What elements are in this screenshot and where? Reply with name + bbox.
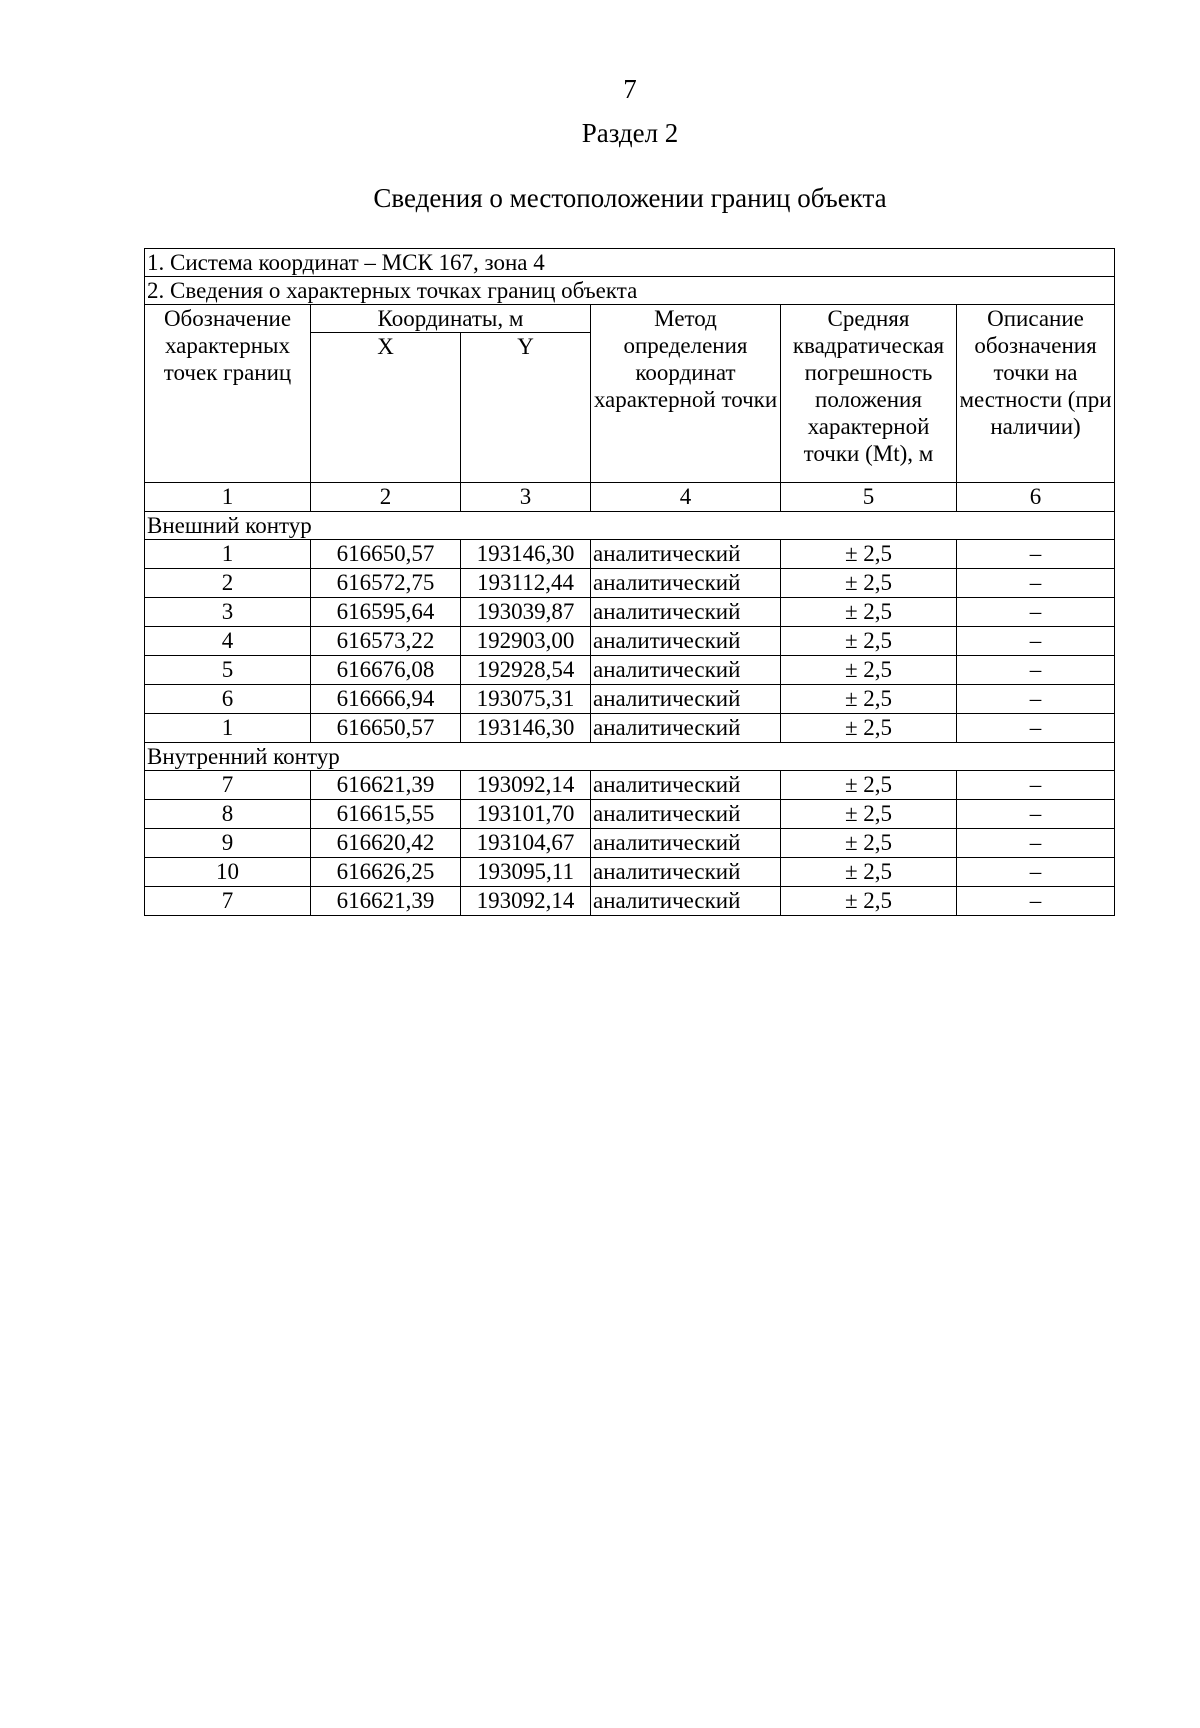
point-number: 4 xyxy=(145,627,311,656)
table-row xyxy=(145,829,1115,858)
error: ± 2,5 xyxy=(781,858,957,887)
point-number: 10 xyxy=(145,858,311,887)
inner-contour-label: Внутренний контур xyxy=(145,743,1115,771)
boundary-table xyxy=(144,248,1115,916)
table-row xyxy=(145,656,1115,685)
table-row xyxy=(145,540,1115,569)
point-number: 9 xyxy=(145,829,311,858)
points-info-row xyxy=(145,277,1115,305)
description: – xyxy=(957,656,1115,685)
coord-x: 616621,39 xyxy=(311,887,461,916)
col-number: 6 xyxy=(957,483,1115,512)
outer-contour-row xyxy=(145,512,1115,540)
coord-x: 616621,39 xyxy=(311,771,461,800)
method: аналитический xyxy=(591,540,781,569)
table-row xyxy=(145,714,1115,743)
section-title: Раздел 2 xyxy=(581,118,679,148)
description: – xyxy=(957,887,1115,916)
coord-x: 616650,57 xyxy=(311,714,461,743)
point-number: 6 xyxy=(145,685,311,714)
table-row xyxy=(145,858,1115,887)
point-number: 2 xyxy=(145,569,311,598)
col-number: 4 xyxy=(591,483,781,512)
header-designation: Обозначение характерных точек границ xyxy=(145,305,311,483)
header-method: Метод определения координат характерной точки xyxy=(591,305,781,483)
point-number: 1 xyxy=(145,714,311,743)
method: аналитический xyxy=(591,598,781,627)
error: ± 2,5 xyxy=(781,771,957,800)
header-row xyxy=(145,305,1115,333)
method: аналитический xyxy=(591,887,781,916)
method: аналитический xyxy=(591,858,781,887)
description: – xyxy=(957,598,1115,627)
coord-y: 193146,30 xyxy=(461,714,591,743)
header-description: Описание обозначения точки на местности (при наличии) xyxy=(957,305,1115,483)
col-number: 2 xyxy=(311,483,461,512)
coord-y: 193075,31 xyxy=(461,685,591,714)
error: ± 2,5 xyxy=(781,887,957,916)
table-row xyxy=(145,627,1115,656)
header-y: Y xyxy=(461,333,591,483)
page-number: 7 xyxy=(623,74,637,104)
description: – xyxy=(957,540,1115,569)
point-number: 5 xyxy=(145,656,311,685)
description: – xyxy=(957,627,1115,656)
point-number: 7 xyxy=(145,771,311,800)
coord-y: 192928,54 xyxy=(461,656,591,685)
coord-system-row xyxy=(145,249,1115,277)
table-row xyxy=(145,771,1115,800)
error: ± 2,5 xyxy=(781,569,957,598)
header-error: Средняя квадратическая погрешность положения характерной точки (Mt), м xyxy=(781,305,957,483)
coord-y: 193039,87 xyxy=(461,598,591,627)
error: ± 2,5 xyxy=(781,540,957,569)
method: аналитический xyxy=(591,800,781,829)
coord-y: 193112,44 xyxy=(461,569,591,598)
points-info-cell: 2. Сведения о характерных точках границ объекта xyxy=(145,277,1115,305)
table-row xyxy=(145,569,1115,598)
method: аналитический xyxy=(591,829,781,858)
error: ± 2,5 xyxy=(781,598,957,627)
point-number: 1 xyxy=(145,540,311,569)
error: ± 2,5 xyxy=(781,829,957,858)
description: – xyxy=(957,569,1115,598)
coord-y: 193092,14 xyxy=(461,771,591,800)
coord-system-cell: 1. Система координат – МСК 167, зона 4 xyxy=(145,249,1115,277)
description: – xyxy=(957,829,1115,858)
col-number: 1 xyxy=(145,483,311,512)
error: ± 2,5 xyxy=(781,656,957,685)
point-number: 7 xyxy=(145,887,311,916)
method: аналитический xyxy=(591,656,781,685)
description: – xyxy=(957,858,1115,887)
coord-y: 193092,14 xyxy=(461,887,591,916)
coord-y: 192903,00 xyxy=(461,627,591,656)
error: ± 2,5 xyxy=(781,800,957,829)
table-row xyxy=(145,887,1115,916)
coord-x: 616666,94 xyxy=(311,685,461,714)
header-x: X xyxy=(311,333,461,483)
coord-y: 193104,67 xyxy=(461,829,591,858)
col-number: 5 xyxy=(781,483,957,512)
description: – xyxy=(957,714,1115,743)
error: ± 2,5 xyxy=(781,714,957,743)
outer-contour-label: Внешний контур xyxy=(145,512,1115,540)
method: аналитический xyxy=(591,714,781,743)
method: аналитический xyxy=(591,685,781,714)
table-row xyxy=(145,598,1115,627)
description: – xyxy=(957,800,1115,829)
coord-x: 616595,64 xyxy=(311,598,461,627)
coord-y: 193146,30 xyxy=(461,540,591,569)
table-row xyxy=(145,800,1115,829)
description: – xyxy=(957,685,1115,714)
coord-x: 616573,22 xyxy=(311,627,461,656)
coord-x: 616615,55 xyxy=(311,800,461,829)
error: ± 2,5 xyxy=(781,685,957,714)
point-number: 8 xyxy=(145,800,311,829)
header-coordinates: Координаты, м xyxy=(311,305,591,333)
col-number: 3 xyxy=(461,483,591,512)
coord-y: 193095,11 xyxy=(461,858,591,887)
description: – xyxy=(957,771,1115,800)
method: аналитический xyxy=(591,569,781,598)
error: ± 2,5 xyxy=(781,627,957,656)
coord-x: 616572,75 xyxy=(311,569,461,598)
table-row xyxy=(145,685,1115,714)
coord-y: 193101,70 xyxy=(461,800,591,829)
document-title: Сведения о местоположении границ объекта xyxy=(373,183,887,213)
method: аналитический xyxy=(591,771,781,800)
coord-x: 616626,25 xyxy=(311,858,461,887)
coord-x: 616650,57 xyxy=(311,540,461,569)
method: аналитический xyxy=(591,627,781,656)
column-numbers-row xyxy=(145,483,1115,512)
coord-x: 616620,42 xyxy=(311,829,461,858)
coord-x: 616676,08 xyxy=(311,656,461,685)
point-number: 3 xyxy=(145,598,311,627)
inner-contour-row xyxy=(145,743,1115,771)
